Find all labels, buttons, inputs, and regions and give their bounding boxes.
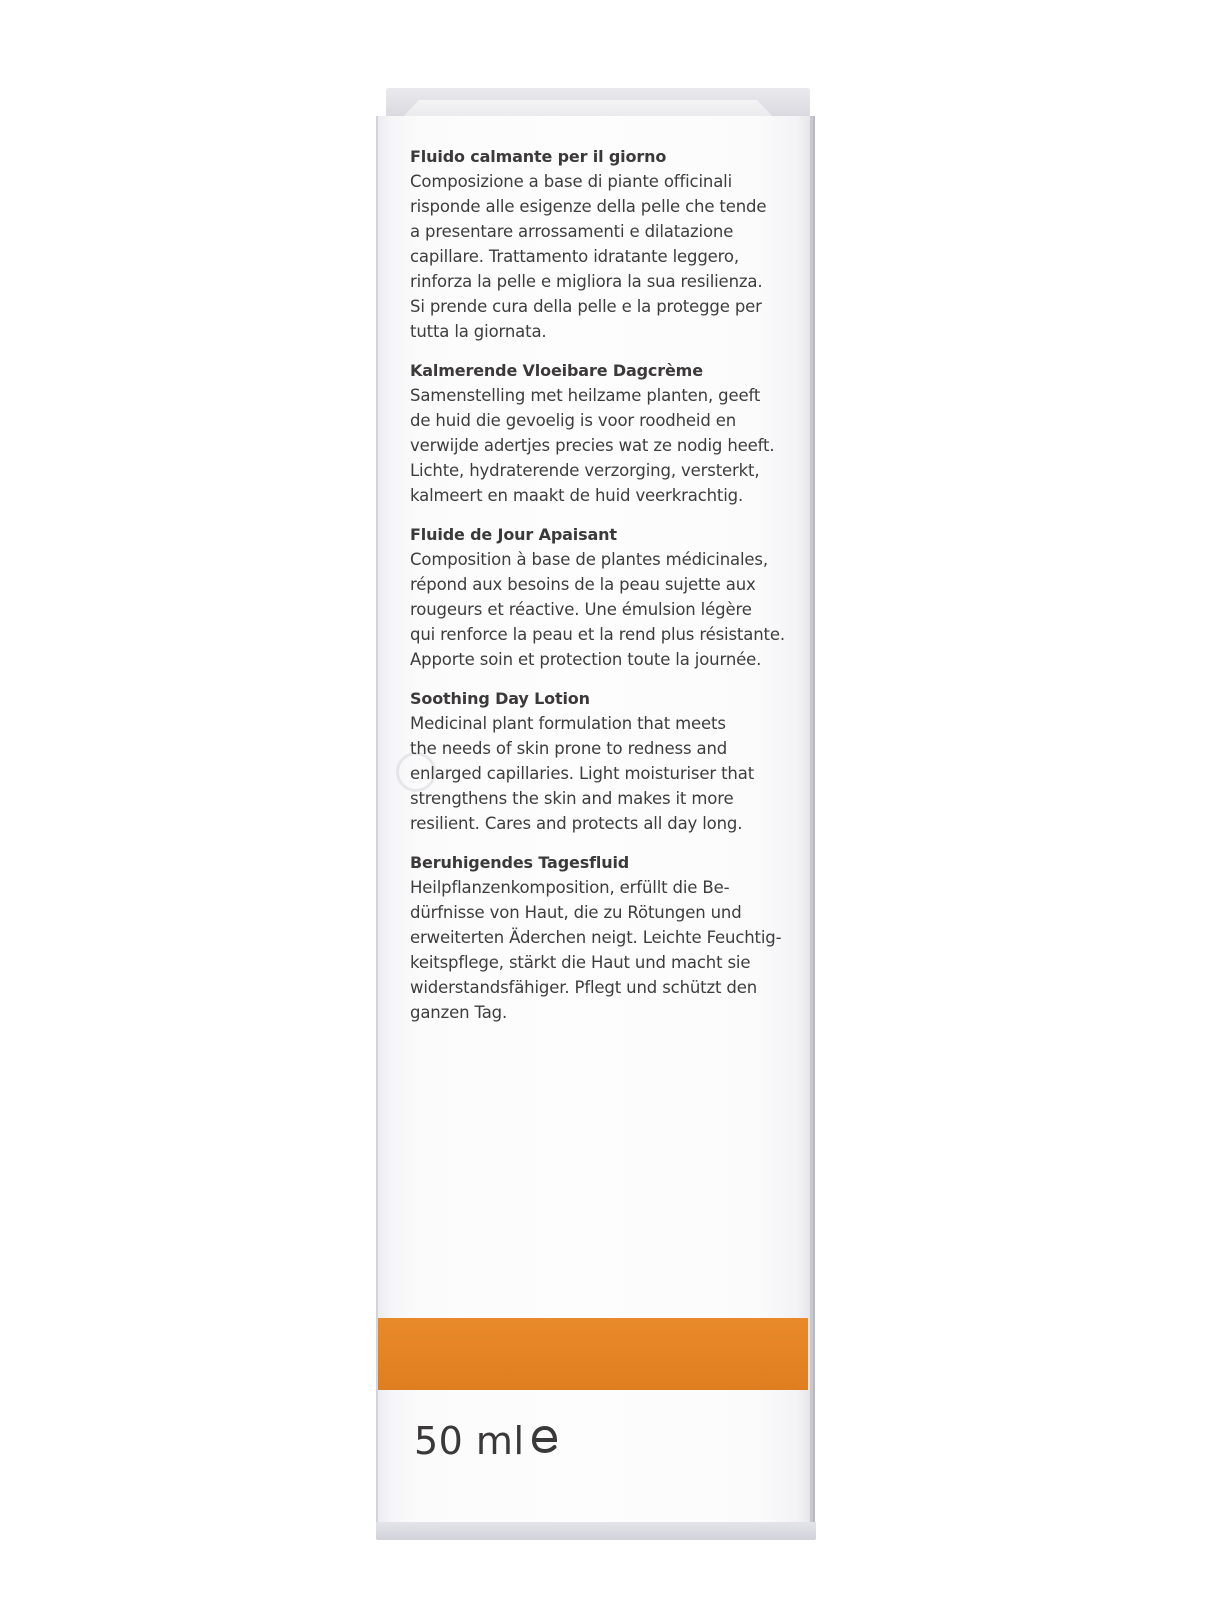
body-line: Samenstelling met heilzame planten, geeft (410, 386, 761, 405)
body-line: erweiterten Äderchen neigt. Leichte Feuchtig- (410, 928, 782, 947)
box-bottom-edge (376, 1522, 816, 1540)
body-line: Medicinal plant formulation that meets (410, 714, 726, 733)
section-german (410, 850, 786, 1025)
body-line: de huid die gevoelig is voor roodheid en (410, 411, 737, 430)
section-body (410, 875, 786, 1025)
body-line: enlarged capillaries. Light moisturiser that (410, 764, 755, 783)
section-title: Beruhigendes Tagesfluid (410, 853, 630, 872)
orange-color-band (378, 1318, 808, 1390)
description-text-column (410, 144, 786, 1039)
section-body (410, 711, 786, 836)
body-line: Composition à base de plantes médicinales, (410, 550, 768, 569)
body-line: rougeurs et réactive. Une émulsion légère (410, 600, 752, 619)
body-line: Apporte soin et protection toute la journée. (410, 650, 762, 669)
volume-label (414, 1416, 559, 1466)
body-line: capillare. Trattamento idratante leggero, (410, 247, 739, 266)
volume-text: 50 ml (414, 1419, 525, 1463)
body-line: resilient. Cares and protects all day long. (410, 814, 743, 833)
body-line: widerstandsfähiger. Pflegt und schützt den (410, 978, 758, 997)
section-dutch (410, 358, 786, 508)
body-line: the needs of skin prone to redness and (410, 739, 728, 758)
body-line: strengthens the skin and makes it more (410, 789, 734, 808)
section-body (410, 169, 786, 344)
body-line: Si prende cura della pelle e la protegge per (410, 297, 762, 316)
body-line: tutta la giornata. (410, 322, 547, 341)
section-italian (410, 144, 786, 344)
body-line: qui renforce la peau et la rend plus résistante. (410, 625, 785, 644)
section-title: Fluide de Jour Apaisant (410, 525, 617, 544)
body-line: Heilpflanzenkomposition, erfüllt die Be- (410, 878, 730, 897)
section-body (410, 547, 786, 672)
body-line: verwijde adertjes precies wat ze nodig heeft. (410, 436, 775, 455)
estimated-sign-icon (531, 1424, 559, 1454)
section-english (410, 686, 786, 836)
body-line: ganzen Tag. (410, 1003, 508, 1022)
body-line: rinforza la pelle e migliora la sua resilienza. (410, 272, 763, 291)
body-line: répond aux besoins de la peau sujette aux (410, 575, 756, 594)
body-line: Lichte, hydraterende verzorging, versterkt, (410, 461, 760, 480)
section-title: Fluido calmante per il giorno (410, 147, 667, 166)
body-line: keitspflege, stärkt die Haut und macht sie (410, 953, 751, 972)
section-french (410, 522, 786, 672)
section-body (410, 383, 786, 508)
body-line: kalmeert en maakt de huid veerkrachtig. (410, 486, 744, 505)
section-title: Soothing Day Lotion (410, 689, 590, 708)
body-line: Composizione a base di piante officinali (410, 172, 733, 191)
section-title: Kalmerende Vloeibare Dagcrème (410, 361, 703, 380)
body-line: dürfnisse von Haut, die zu Rötungen und (410, 903, 742, 922)
body-line: risponde alle esigenze della pelle che tende (410, 197, 767, 216)
body-line: a presentare arrossamenti e dilatazione (410, 222, 734, 241)
